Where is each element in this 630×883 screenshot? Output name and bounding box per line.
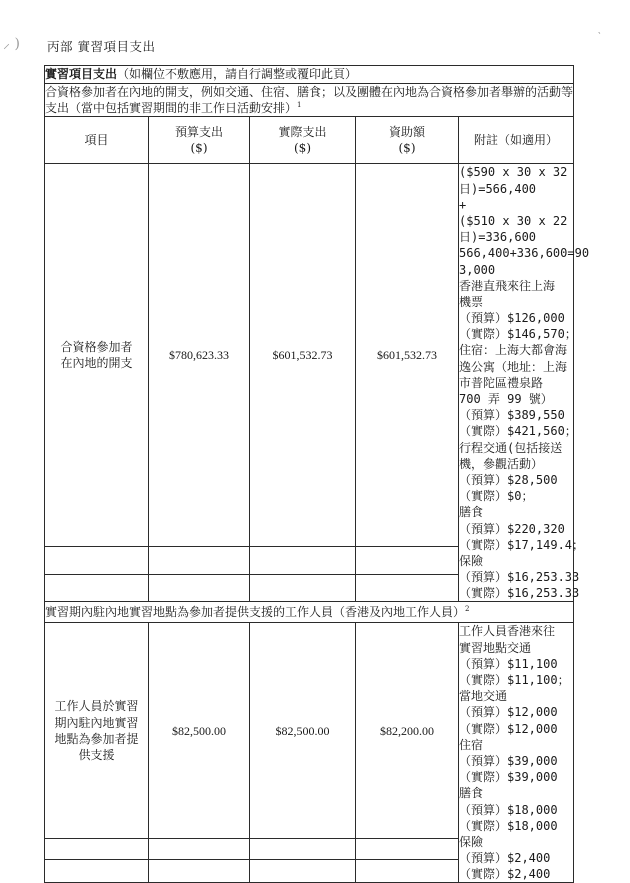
remark-line: （實際）$11,100； (459, 673, 570, 687)
table-title-bold: 實習項目支出 (45, 67, 118, 82)
remark-line: 膳食 (459, 505, 484, 520)
column-header-subsidy (356, 117, 459, 164)
remark-line: 700 弄 99 號） (459, 392, 553, 406)
column-header-budget (149, 117, 250, 164)
table-title-instruction: （如欄位不敷應用，請自行調整或覆印此頁） (117, 67, 358, 82)
remark-line: （預算）$389,550 (459, 408, 565, 423)
remark-line: 日)=336,600 (459, 230, 537, 245)
scan-corner-mark: ‵ (598, 30, 601, 43)
remark-line: （預算）$39,000 (459, 753, 558, 768)
intro-text: 合資格參加者在內地的開支，例如交通、住宿、膳食；以及團體在內地為合資格參加者舉辦的活動等支出（當中包括實習期間的非工作日活動安排） (45, 85, 574, 116)
table-row (45, 623, 574, 839)
remark-line: ($510 x 30 x 22 (459, 213, 568, 228)
subsidy-cell: $601,532.73 (356, 164, 459, 547)
remark-line: （預算）$220,320 (459, 521, 565, 536)
remark-line: （預算）$18,000 (459, 802, 558, 817)
intro-text-cell (45, 84, 574, 117)
remark-line: （實際）$16,253.33 (459, 586, 580, 601)
expense-table (44, 65, 590, 883)
remark-line: 3,000 (459, 262, 496, 277)
remark-line: 工作人員香港來往 (459, 624, 556, 639)
remark-line: 保險 (459, 553, 484, 568)
column-header-remarks: 附註（如適用） (459, 117, 574, 164)
remark-line: 保險 (459, 834, 484, 849)
budget-cell: $780,623.33 (149, 164, 250, 547)
remark-line: （實際）$18,000 (459, 818, 558, 833)
remarks-cell (459, 623, 574, 883)
page-header: 丙部 實習項目支出 (47, 39, 156, 54)
section-footnote-marker: 2 (465, 605, 470, 614)
item-label: 合資格參加者在內地的開支 (60, 340, 133, 371)
remark-line: （實際）$0； (459, 489, 534, 504)
column-header-unit: ($) (398, 141, 416, 156)
column-header-label: 實際支出 (278, 125, 327, 140)
column-header-label: 資助額 (388, 125, 425, 140)
remark-line: 逸公寓（地址：上海 (459, 359, 568, 374)
remark-line: 機，參觀活動） (459, 456, 544, 471)
remark-line: （預算）$126,000 (459, 311, 565, 326)
column-header-label: 預算支出 (174, 125, 223, 140)
remark-line: 膳食 (459, 786, 484, 801)
remark-line: 行程交通(包括接送 (459, 440, 563, 455)
budget-cell: $82,500.00 (149, 623, 250, 839)
scan-bracket-mark: ⸝ ) (3, 36, 20, 52)
remark-line: （預算）$16,253.33 (459, 570, 580, 585)
remark-line: 日)=566,400 (459, 181, 537, 196)
remark-line: （實際）$2,400 (459, 867, 551, 882)
remark-line: ($590 x 30 x 32 (459, 165, 568, 180)
remark-line: （預算）$11,100 (459, 656, 558, 671)
remark-line: 566,400+336,600=90 (459, 246, 590, 261)
section-title: 實習期內駐內地實習地點為參加者提供支援的工作人員（香港及內地工作人員）$^2$ (45, 602, 574, 623)
remark-line: 住宿：上海大都會海 (459, 343, 568, 358)
remark-line: + (459, 197, 467, 212)
remark-line: 實習地點交通 (459, 640, 532, 655)
column-header-item: 項目 (45, 117, 149, 164)
section-title-row (45, 602, 574, 623)
remark-line: 住宿 (459, 737, 484, 752)
item-cell (45, 164, 149, 547)
remark-line: （實際）$146,570； (459, 327, 577, 342)
item-label: 工作人員於實習期內駐內地實習地點為參加者提供支援 (54, 699, 139, 762)
intro-row (45, 84, 574, 117)
actual-cell: $82,500.00 (250, 623, 356, 839)
item-cell (45, 623, 149, 839)
remark-line: （實際）$12,000 (459, 721, 558, 736)
remark-line: 香港直飛來往上海 (459, 278, 556, 293)
column-header-row (45, 117, 574, 164)
remark-line: （預算）$12,000 (459, 705, 558, 720)
remark-line: （實際）$17,149.4； (459, 537, 585, 552)
remark-line: （實際）$421,560； (459, 424, 577, 439)
column-header-actual (250, 117, 356, 164)
table-title-row (45, 66, 574, 84)
table-title (45, 66, 574, 84)
table-row (45, 164, 574, 547)
column-header-unit: ($) (294, 141, 311, 156)
subsidy-cell: $82,200.00 (356, 623, 459, 839)
remark-line: （預算）$28,500 (459, 472, 558, 487)
remark-line: （預算）$2,400 (459, 851, 551, 866)
intro-footnote-marker: 1 (297, 101, 302, 110)
actual-cell: $601,532.73 (250, 164, 356, 547)
remarks-cell (459, 164, 590, 602)
column-header-unit: ($) (190, 141, 208, 156)
remark-line: 當地交通 (459, 689, 508, 704)
remark-line: 市普陀區禮泉路 (459, 375, 544, 390)
remark-line: 機票 (459, 294, 484, 309)
remark-line: （實際）$39,000 (459, 770, 558, 785)
